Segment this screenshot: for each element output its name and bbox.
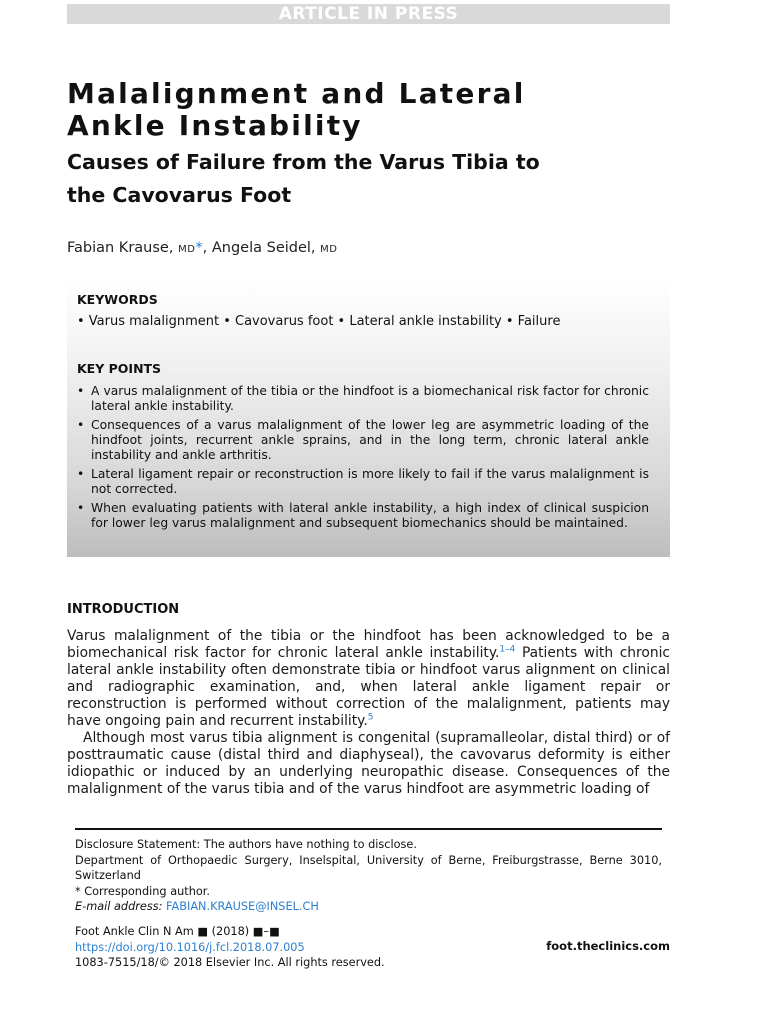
- doi-link[interactable]: https://doi.org/10.1016/j.fcl.2018.07.005: [75, 940, 305, 954]
- key-points-list: [77, 384, 649, 535]
- paragraph-2: Although most varus tibia alignment is congenital (supramalleolar, distal third) or of posttraumatic cause (distal third and diaphyseal), the cavovarus deformity is either idiopathic or induced by an underlying neuropathic disease. Consequences of the malalignment of the varus tibia and of the varus hindfoot are asymmetric loading of: [67, 730, 670, 797]
- email-link[interactable]: FABIAN.KRAUSE@INSEL.CH: [166, 900, 319, 913]
- footnote-divider: [75, 828, 662, 830]
- article-subtitle: [67, 146, 687, 212]
- author-2-degree: MD: [320, 244, 338, 255]
- key-points-heading: KEY POINTS: [77, 361, 162, 376]
- journal-website: foot.theclinics.com: [546, 939, 670, 953]
- introduction-body: [67, 628, 670, 798]
- article-title: [67, 78, 687, 142]
- title-line-1: Malalignment and Lateral: [67, 77, 526, 110]
- keywords-keypoints-box: [67, 280, 670, 557]
- author-1: Fabian Krause,: [67, 240, 174, 256]
- introduction-heading: INTRODUCTION: [67, 602, 180, 617]
- footnotes: [75, 837, 662, 915]
- email-label: E-mail address:: [75, 900, 163, 913]
- corresponding-author-marker[interactable]: *: [195, 240, 203, 256]
- key-point-item: • Consequences of a varus malalignment of the lower leg are asymmetric loading of the hindfoot joints, recurrent ankle sprains, and in the long term, chronic lateral ankle instability and ankle arthritis.: [77, 418, 649, 463]
- reference-link-1-4[interactable]: 1–4: [499, 644, 516, 655]
- corresponding-author-note: * Corresponding author.: [75, 884, 210, 898]
- author-1-degree: MD: [178, 244, 196, 255]
- paragraph-1: [67, 628, 670, 730]
- reference-link-5[interactable]: 5: [367, 712, 374, 723]
- subtitle-line-2: the Cavovarus Foot: [67, 183, 292, 207]
- keywords-list: • Varus malalignment • Cavovarus foot • Lateral ankle instability • Failure: [77, 314, 561, 329]
- title-line-2: Ankle Instability: [67, 109, 363, 142]
- email-line: [75, 899, 662, 915]
- disclosure-statement: Disclosure Statement: The authors have nothing to disclose.: [75, 838, 417, 851]
- author-2: , Angela Seidel,: [202, 240, 316, 256]
- copyright: 1083-7515/18/© 2018 Elsevier Inc. All rights reserved.: [75, 956, 385, 969]
- author-line: [67, 240, 337, 256]
- journal-citation: Foot Ankle Clin N Am ■ (2018) ■–■: [75, 925, 280, 938]
- affiliation: Department of Orthopaedic Surgery, Inselspital, University of Berne, Freiburgstrasse, Berne 3010, Switzerland: [75, 853, 662, 882]
- subtitle-line-1: Causes of Failure from the Varus Tibia to: [67, 150, 540, 174]
- key-point-item: • Lateral ligament repair or reconstruction is more likely to fail if the varus malalignment is not corrected.: [77, 467, 649, 497]
- key-point-item: • A varus malalignment of the tibia or the hindfoot is a biomechanical risk factor for chronic lateral ankle instability.: [77, 384, 649, 414]
- keywords-heading: KEYWORDS: [77, 292, 158, 307]
- paragraph-1-text-a: Varus malalignment of the tibia or the hindfoot has been acknowledged to be a biomechanical risk factor for chronic lateral ankle instability.: [67, 628, 670, 661]
- paragraph-1-text-b: Patients with chronic lateral ankle instability often demonstrate tibia or hindfoot varus alignment on clinical and radiographic examination, and, when lateral ankle ligament repair or reconstruction is performed without correction of the malalignment, patients may have ongoing pain and recurrent instability.: [67, 645, 670, 729]
- key-point-item: • When evaluating patients with lateral ankle instability, a high index of clinical suspicion for lower leg varus malalignment and subsequent biomechanics should be maintained.: [77, 501, 649, 531]
- article-in-press-banner: ARTICLE IN PRESS: [67, 4, 670, 24]
